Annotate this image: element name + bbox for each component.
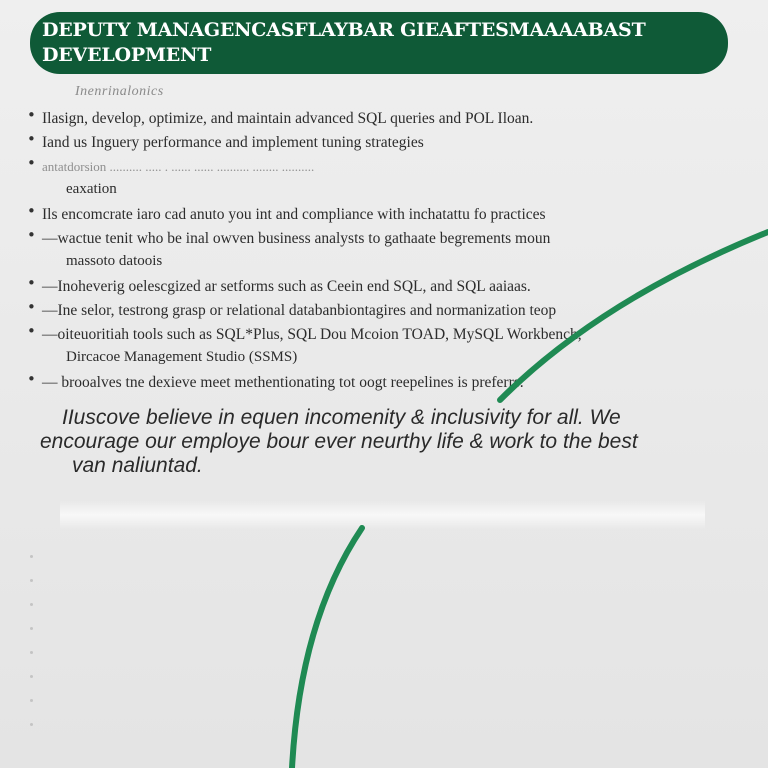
faint-bullet [30,723,33,726]
closing-line-1: IIuscove believe in equen incomenity & inclusivity for all. We [62,406,621,429]
title-banner [30,12,728,74]
faint-bullet [30,579,33,582]
title-line-2: DEVELOPMENT [42,44,212,66]
list-item-text: Ils encomcrate iaro cad anuto you int and compliance with inchatattu fo practices [42,206,546,223]
bullet-icon: • [27,322,36,340]
bullet-icon: • [27,298,36,316]
list-item-text: Iand us Inguery performance and implement tuning strategies [42,134,424,151]
bullet-icon: • [27,274,36,292]
list-item [0,272,768,296]
list-item-text: — brooalves tne dexieve meet methentionating tot oogt reepelines is preferrs. [42,374,524,391]
faint-bullet [30,675,33,678]
faint-bullet [30,627,33,630]
closing-line-3: van naliuntad. [72,454,203,477]
requirements-list [0,104,768,392]
highlight-band [60,500,705,530]
bullet-icon: • [27,106,36,124]
list-item-text: —wactue tenit who be inal owven business analysts to gathaate begrements moun [42,230,551,247]
faint-bullet [30,603,33,606]
list-item [0,296,768,320]
list-item-text: antatdorsion .......... ..... . ...... ...... .......... ........ .......... [42,159,315,174]
list-item-text: —oiteuoritiah tools such as SQL*Plus, SQL Dou Mcoion TOAD, MySQL Workbench, [42,326,582,343]
list-item-text: Ilasign, develop, optimize, and maintain advanced SQL queries and POL Iloan. [42,110,534,127]
list-item-continuation: Dircacoe Management Studio (SSMS) [66,349,298,365]
closing-statement [40,406,740,478]
list-item-continuation: massoto datoois [66,253,163,269]
list-item [0,320,768,368]
decorative-arc-lower [292,528,362,768]
bullet-icon: • [27,370,36,388]
faint-bullet-column [30,555,33,747]
title-line-1: DEPUTY MANAGENCASFLAYBAR GIEAFTESMAAAABAST [42,19,646,41]
bullet-icon: • [27,154,36,172]
list-item [0,104,768,128]
bullet-icon: • [27,226,36,244]
bullet-icon: • [27,202,36,220]
faint-bullet [30,699,33,702]
bullet-icon: • [27,130,36,148]
list-item [0,152,768,200]
faint-bullet [30,651,33,654]
list-item [0,200,768,224]
list-item-text: —Inoheverig oelescgized ar setforms such as Ceein end SQL, and SQL aaiaas. [42,278,531,295]
closing-line-2: encourage our employe bour ever neurthy life & work to the best [40,430,638,453]
faint-bullet [30,555,33,558]
list-item-continuation: eaxation [66,181,117,197]
list-item [0,224,768,272]
list-item [0,128,768,152]
list-item [0,368,768,392]
section-heading: Inenrinalonics [75,84,164,99]
list-item-text: —Ine selor, testrong grasp or relational databanbiontagires and normanization teop [42,302,557,319]
